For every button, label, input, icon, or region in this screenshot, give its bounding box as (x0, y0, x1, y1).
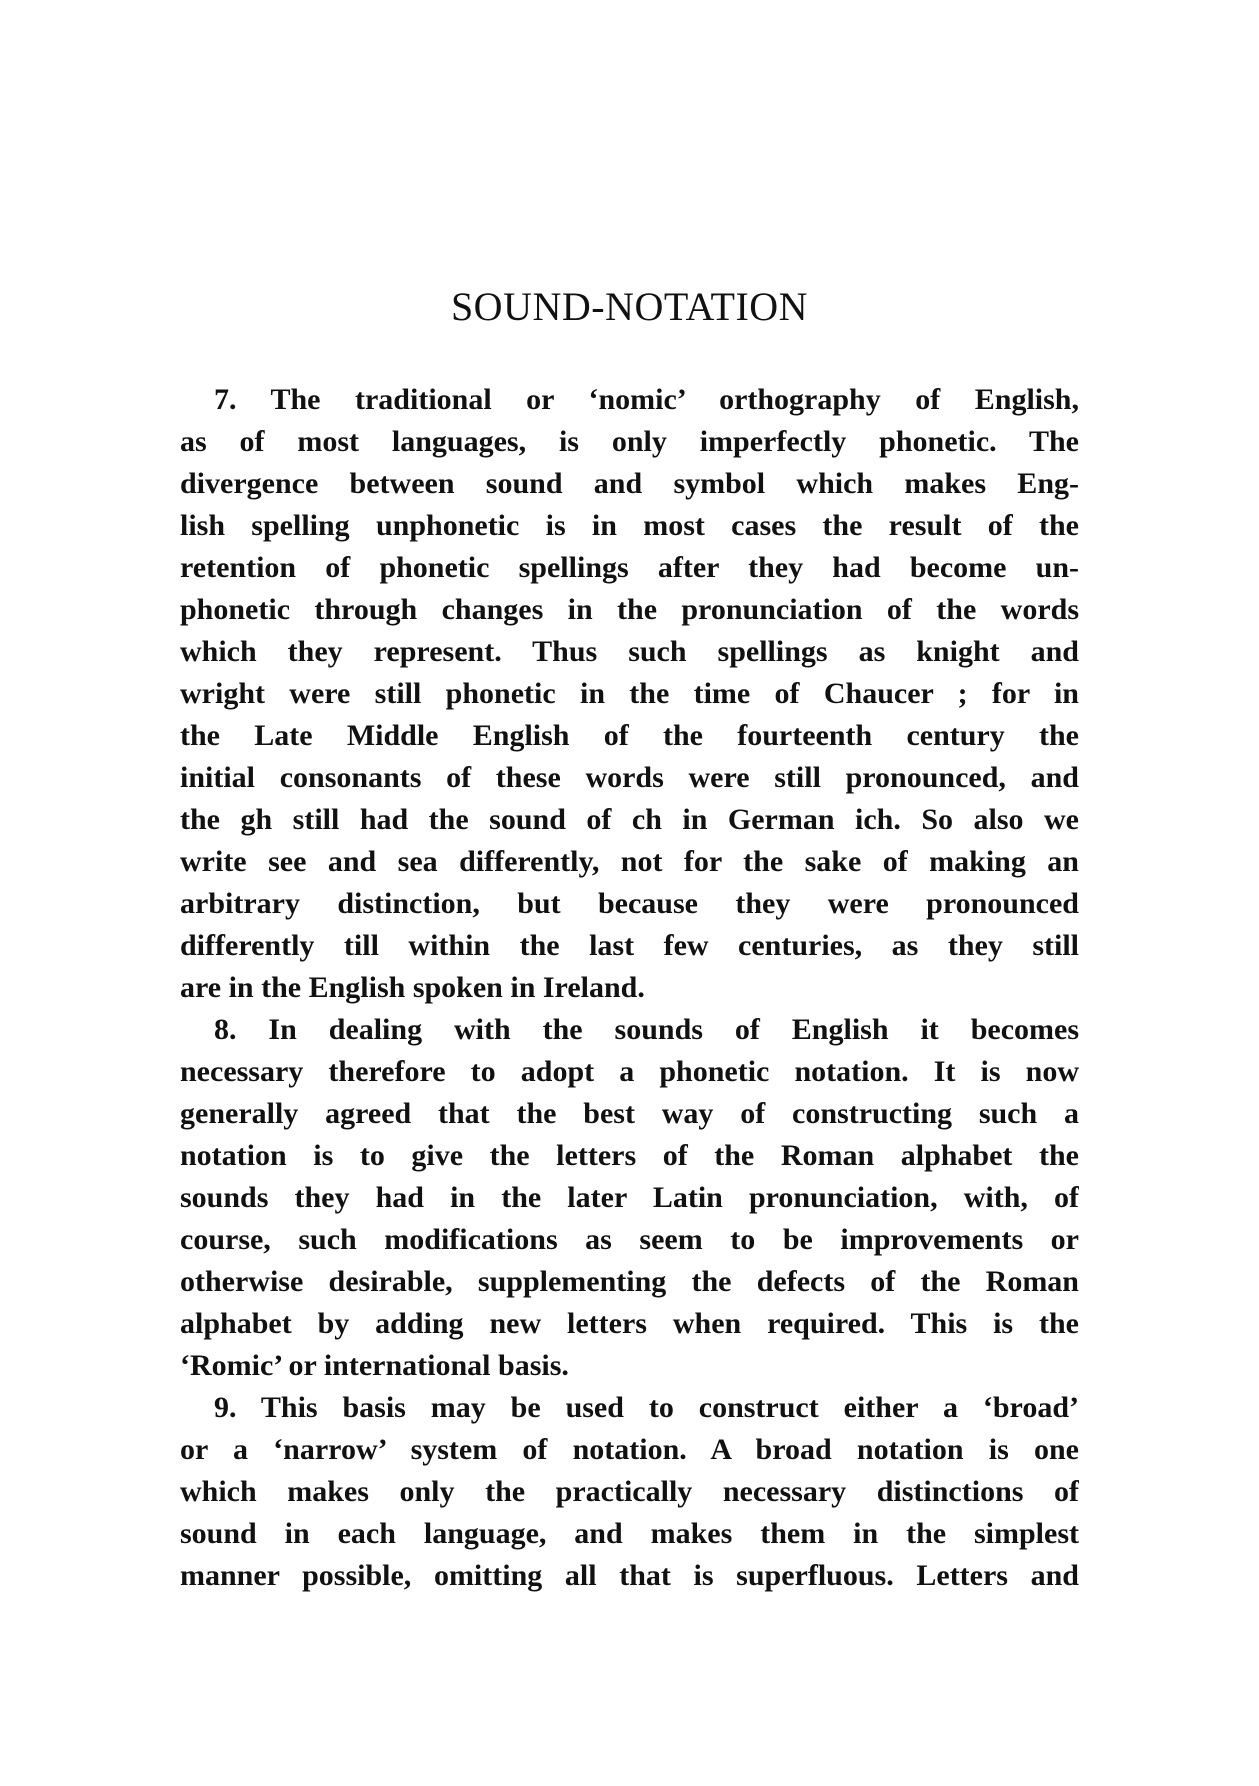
text-line: sound in each language, and makes them in the simplest (180, 1517, 1079, 1550)
text-line: otherwise desirable, supplementing the defects of the Roman (180, 1265, 1079, 1298)
text-line: 9. This basis may be used to construct either a ‘broad’ (214, 1391, 1079, 1424)
text-line: which they represent. Thus such spellings as knight and (180, 635, 1079, 668)
text-line: are in the English spoken in Ireland. (180, 971, 645, 1004)
body-text (180, 379, 1079, 1597)
text-line: or a ‘narrow’ system of notation. A broad notation is one (180, 1433, 1079, 1466)
text-line: retention of phonetic spellings after they had become un- (180, 551, 1079, 584)
text-line: write see and sea differently, not for the sake of making an (180, 845, 1079, 878)
text-line: notation is to give the letters of the Roman alphabet the (180, 1139, 1079, 1172)
text-line: phonetic through changes in the pronunciation of the words (180, 593, 1079, 626)
text-line: as of most languages, is only imperfectly phonetic. The (180, 425, 1079, 458)
text-line: 8. In dealing with the sounds of English it becomes (214, 1013, 1079, 1046)
text-line: necessary therefore to adopt a phonetic notation. It is now (180, 1055, 1079, 1088)
text-line: divergence between sound and symbol which makes Eng- (180, 467, 1079, 500)
text-line: course, such modifications as seem to be improvements or (180, 1223, 1079, 1256)
text-line: the Late Middle English of the fourteenth century the (180, 719, 1079, 752)
text-line: generally agreed that the best way of constructing such a (180, 1097, 1079, 1130)
text-line: differently till within the last few centuries, as they still (180, 929, 1079, 962)
text-line: which makes only the practically necessary distinctions of (180, 1475, 1079, 1508)
page-title: SOUND-NOTATION (450, 284, 809, 329)
text-line: lish spelling unphonetic is in most cases the result of the (180, 509, 1079, 542)
text-line: 7. The traditional or ‘nomic’ orthography of English, (214, 383, 1079, 416)
text-line: initial consonants of these words were still pronounced, and (180, 761, 1079, 794)
text-line: wright were still phonetic in the time of Chaucer ; for in (180, 677, 1079, 710)
text-line: sounds they had in the later Latin pronunciation, with, of (180, 1181, 1079, 1214)
text-line: the gh still had the sound of ch in German ich. So also we (180, 803, 1079, 836)
text-line: manner possible, omitting all that is superfluous. Letters and (180, 1559, 1079, 1592)
text-line: ‘Romic’ or international basis. (180, 1349, 569, 1382)
text-line: alphabet by adding new letters when required. This is the (180, 1307, 1079, 1340)
text-line: arbitrary distinction, but because they were pronounced (180, 887, 1079, 920)
